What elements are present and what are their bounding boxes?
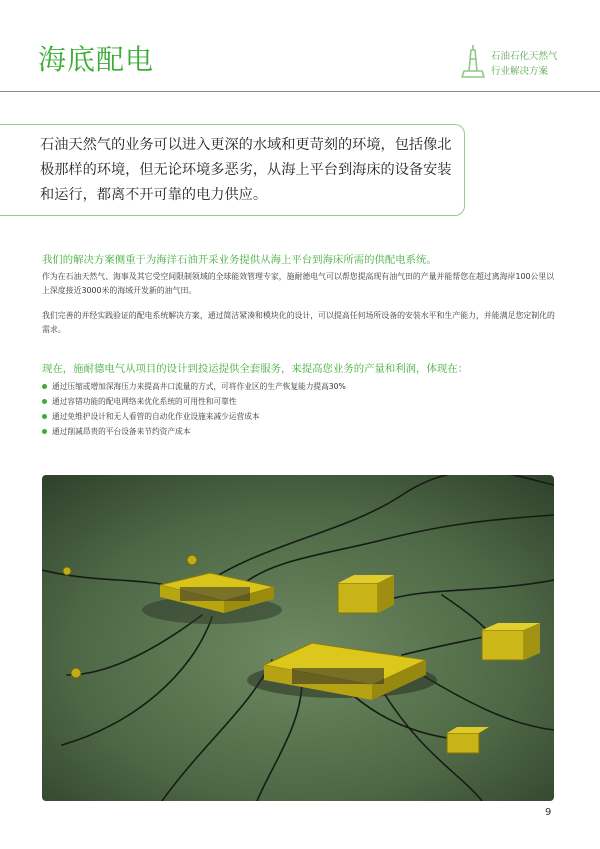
header-divider [0, 91, 600, 92]
intro-text: 石油天然气的业务可以进入更深的水域和更苛刻的环境，包括像北极那样的环境，但无论环境多恶劣，从海上平台到海床的设备安装和运行，都离不开可靠的电力供应。 [40, 137, 452, 203]
list-item: 通过削减昂贵的平台设备来节约资产成本 [42, 424, 346, 439]
oil-rig-icon [456, 44, 490, 80]
list-item: 通过容错功能的配电网络来优化系统的可用性和可靠性 [42, 394, 346, 409]
brand-block [456, 44, 576, 84]
brand-line-1: 石油石化天然气 [491, 51, 558, 62]
benefit-list [42, 379, 346, 439]
list-item: 通过压缩或增加深海压力来提高井口流量的方式，可将作业区的生产恢复能力提高30% [42, 379, 346, 394]
bullet-icon [42, 384, 47, 389]
solution-paragraph-1: 作为在石油天然气、海事及其它受空间限制领域的全球能效管理专家，施耐德电气可以帮您提高现有油气田的产量并能帮您在超过离海岸100公里以上深度接近3000米的海域开发新的油气田。 [42, 272, 555, 295]
list-item: 通过免维护设计和无人看管的自动化作业设施来减少运营成本 [42, 409, 346, 424]
page-number: 9 [545, 807, 552, 818]
bullet-icon [42, 399, 47, 404]
solution-paragraph-2: 我们完善的并经实践验证的配电系统解决方案，通过简洁紧凑和模块化的设计，可以提高任何场所设备的安装水平和生产能力，并能满足您定制化的需求。 [42, 311, 555, 334]
subsea-equipment-image [42, 475, 554, 801]
services-heading: 现在，施耐德电气从项目的设计到投运提供全套服务，来提高您业务的产量和利润，体现在： [42, 363, 469, 375]
solution-lead: 我们的解决方案侧重于为海洋石油开采业务提供从海上平台到海床所需的供配电系统。 [42, 254, 437, 266]
page-title: 海底配电 [38, 43, 155, 76]
seabed-illustration [42, 475, 554, 801]
bullet-icon [42, 414, 47, 419]
brand-line-2: 行业解决方案 [491, 66, 549, 77]
bullet-icon [42, 429, 47, 434]
